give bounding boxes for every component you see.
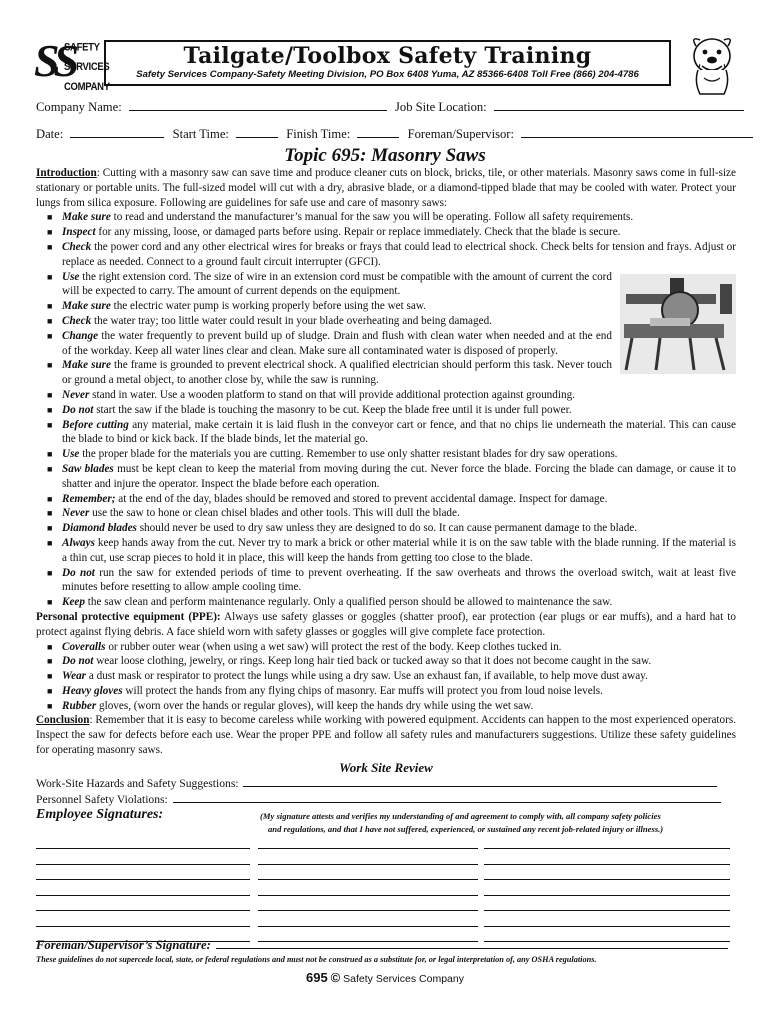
- finish-time-field[interactable]: [357, 127, 399, 138]
- bullet-text: must be kept clean to keep the material from moving during the cut. Never force the blade. Forcing the blade can damage, or cause it to shatter and injure the operator. Inspect the blade before each operation.: [62, 462, 736, 490]
- bullet-item: [36, 506, 736, 521]
- employee-signature-line[interactable]: [258, 864, 478, 865]
- footer-company: Safety Services Company: [343, 973, 464, 985]
- job-site-field[interactable]: [494, 100, 744, 111]
- bullet-item: [36, 654, 736, 669]
- bullet-lead: Do not: [62, 403, 94, 416]
- employee-signature-line[interactable]: [484, 879, 730, 880]
- hazards-label: Work-Site Hazards and Safety Suggestions:: [36, 776, 239, 790]
- company-name-field[interactable]: [129, 100, 387, 111]
- hazards-field[interactable]: [243, 776, 717, 787]
- employee-signatures-heading: Employee Signatures:: [36, 807, 164, 822]
- employee-signature-line[interactable]: [484, 864, 730, 865]
- bullet-lead: Do not: [62, 566, 95, 579]
- ppe-list: [36, 640, 736, 714]
- page-number: 695: [306, 970, 328, 985]
- bullet-item: [36, 225, 736, 240]
- bullet-item: [36, 640, 736, 655]
- page-footer: [0, 970, 770, 985]
- bullet-item: [36, 699, 736, 714]
- intro-paragraph: Introduction: Cutting with a masonry saw can save time and produce cleaner cuts on block, bricks, tile, or other materials. Masonry saws come in full-size stationary or portable units. The full-sized model will cut with a dry, abrasive blade, or a diamond-tipped blade that may be cooled with water. Protect your lungs from silica exposure. Following are guidelines for safe use and care of masonry saws:: [36, 167, 736, 209]
- bullet-item: [36, 329, 736, 359]
- violations-label: Personnel Safety Violations:: [36, 792, 168, 806]
- employee-signature-line[interactable]: [36, 848, 250, 849]
- bullet-text: for any missing, loose, or damaged parts before using. Repair or replace immediately. Check that the blade is secure.: [95, 226, 621, 239]
- bullet-item: [36, 595, 736, 610]
- company-name-label: Company Name:: [36, 100, 122, 114]
- bullet-text: will protect the hands from any flying chips of masonry. Ear muffs will protect you from loud noise levels.: [122, 684, 603, 697]
- ppe-paragraph: [36, 610, 736, 640]
- bullet-text: or rubber outer wear (when using a wet saw) will protect the rest of the body. Keep clothes tucked in.: [105, 640, 562, 653]
- bullet-lead: Inspect: [62, 226, 96, 239]
- bullet-item: [36, 669, 736, 684]
- logo-wordmark: [64, 38, 110, 97]
- violations-field[interactable]: [173, 792, 721, 803]
- bullet-lead: Use: [62, 448, 80, 461]
- bullet-item: [36, 314, 736, 329]
- bullet-item: [36, 521, 736, 536]
- foreman-signature-field[interactable]: [216, 938, 728, 949]
- bullet-text: stand in water. Use a wooden platform to stand on that will provide additional protection against grounding.: [89, 388, 575, 401]
- employee-signature-line[interactable]: [258, 848, 478, 849]
- bullet-item: [36, 270, 736, 300]
- conclusion-heading: Conclusion: [36, 714, 90, 727]
- document-subtitle: Safety Services Company-Safety Meeting Division, PO Box 6408 Yuma, AZ 85366-6408 Toll Free (866) 204-4786: [136, 69, 639, 80]
- bullet-item: [36, 240, 736, 270]
- employee-signature-line[interactable]: [484, 910, 730, 911]
- logo-line: SAFETY: [64, 41, 100, 55]
- intro-text: Cutting with a masonry saw can save time and produce cleaner cuts on block, bricks, tile, or other materials. Masonry saws come in full-size stationary or portable units. The full-sized model will cut with a dry, abrasive blade, or a diamond-tipped blade that may be cooled with water. Protect your lungs from silica exposure. Following are guidelines for safe use and care of masonry saws:: [36, 167, 736, 209]
- attestation-line-1: (My signature attests and verifies my understanding of and agreement to comply with, all company safety policies: [260, 811, 661, 821]
- foreman-signature-label: Foreman/Supervisor’s Signature:: [36, 938, 211, 952]
- start-time-field[interactable]: [236, 127, 278, 138]
- bullet-text: wear loose clothing, jewelry, or rings. Keep long hair tied back or tucked away so that it does not become caught in the saw.: [93, 655, 652, 668]
- attestation-line-2: and regulations, and that I have not suffered, experienced, or sustained any recent job-related injury or illness.): [268, 824, 664, 834]
- bullet-lead: Change: [62, 329, 99, 342]
- bullet-lead: Use: [62, 270, 80, 283]
- bullet-lead: Check: [62, 240, 92, 253]
- bullet-lead: Always: [62, 536, 95, 549]
- document-title: Tailgate/Toolbox Safety Training: [183, 43, 592, 69]
- employee-signature-line[interactable]: [258, 895, 478, 896]
- employee-signature-line[interactable]: [258, 926, 478, 927]
- bullet-lead: Never: [62, 388, 90, 401]
- bullet-text: should never be used to dry saw unless they are designed to do so. It can cause permanent damage to the blade.: [136, 522, 638, 535]
- logo-monogram: SS: [34, 35, 74, 86]
- foreman-signature-row: [36, 938, 728, 953]
- hazards-row: [36, 776, 736, 792]
- employee-signature-line[interactable]: [36, 864, 250, 865]
- bullet-lead: Make sure: [62, 300, 111, 313]
- document-body: [36, 166, 736, 808]
- violations-row: [36, 792, 736, 808]
- bullet-lead: Do not: [62, 655, 94, 668]
- bullet-text: run the saw for extended periods of time to prevent overheating. If the saw overheats and throws the overload switch, wait at least five minutes before resetting to allow ample cooling time.: [62, 566, 736, 594]
- copyright-symbol: ©: [330, 970, 341, 985]
- conclusion-text: : Remember that it is easy to become careless while working with powered equipment. Accidents can happen to the most experienced operators. Inspect the saw for defects before each use. Wear the proper PPE and follow all safety rules and manufacturers suggestions. Utilize these safety guidelines for operating masonry saws.: [36, 714, 736, 757]
- bullet-lead: Check: [62, 314, 92, 327]
- foreman-field[interactable]: [521, 127, 753, 138]
- bullet-item: [36, 299, 736, 314]
- start-time-label: Start Time:: [172, 127, 229, 141]
- bullet-text: a dust mask or respirator to protect the lungs while using a dry saw. Use an exhaust fan, if available, to help move dust away.: [86, 670, 648, 683]
- bullet-text: gloves, (worn over the hands or regular gloves), will keep the hands dry while using the wet saw.: [96, 699, 534, 712]
- bullet-text: use the saw to hone or clean chisel blades and other tools. This will dull the blade.: [89, 507, 460, 520]
- bullet-lead: Make sure: [62, 359, 112, 372]
- bullet-text: the electric water pump is working properly before using the wet saw.: [110, 300, 427, 313]
- bullet-item: [36, 566, 736, 596]
- date-label: Date:: [36, 127, 64, 141]
- bullet-lead: Before cutting: [62, 418, 129, 431]
- employee-signature-line[interactable]: [258, 910, 478, 911]
- bullet-lead: Coveralls: [62, 640, 106, 653]
- foreman-label: Foreman/Supervisor:: [407, 127, 514, 141]
- bullet-lead: Never: [62, 507, 90, 520]
- bullet-text: start the saw if the blade is touching the masonry to be cut. Keep the blade free until it is under full power.: [93, 403, 572, 416]
- date-time-row: [36, 126, 753, 142]
- bullet-lead: Make sure: [62, 211, 111, 224]
- bullet-text: keep hands away from the cut. Never try to mark a brick or other material while it is on the saw table with the blade running. If the material is a thin cut, use scrap pieces to hold it in place, this will keep the hands from getting too close to the blade.: [62, 536, 736, 564]
- bullet-item: [36, 418, 736, 448]
- bullet-lead: Diamond blades: [62, 522, 137, 535]
- bullet-text: the power cord and any other electrical wires for breaks or frays that could lead to electrical shock. Check belts for tension and frays. Adjust or replace as needed. Connect to a ground fault circuit interrupter (GFCI).: [62, 240, 736, 268]
- employee-signature-line[interactable]: [36, 879, 250, 880]
- bullet-item: [36, 462, 736, 492]
- bullet-text: the frame is grounded to prevent electrical shock. A qualified electrician should perform this task. Never touch or ground a metal object, to another close by, while the saw is running.: [62, 359, 612, 387]
- attestation-text: [260, 810, 730, 836]
- bullet-item: [36, 447, 736, 462]
- bullet-lead: Keep: [62, 596, 85, 609]
- bullet-text: at the end of the day, blades should be removed and stored to prevent accidental damage. Inspect for damage.: [115, 492, 608, 505]
- company-jobsite-row: [36, 99, 744, 115]
- bullet-text: any material, make certain it is laid flush in the conveyor cart or fence, and that no chips lie underneath the material. This can cause the blade to bind or kick back. If the blade binds, let the material go.: [62, 418, 736, 446]
- employee-signature-line[interactable]: [258, 879, 478, 880]
- title-banner: [104, 40, 671, 86]
- employee-signature-line[interactable]: [36, 926, 250, 927]
- finish-time-label: Finish Time:: [286, 127, 351, 141]
- bullet-lead: Wear: [62, 670, 87, 683]
- bullet-text: to read and understand the manufacturer’s manual for the saw you will be operating. Follow all safety requirements.: [110, 211, 634, 224]
- company-logo: [34, 35, 110, 94]
- bullet-text: the water tray; too little water could result in your blade overheating and being damaged.: [91, 314, 492, 327]
- bullet-lead: Saw blades: [62, 462, 114, 475]
- ppe-text: Always use safety glasses or goggles (shatter proof), ear protection (ear plugs or ear muffs), and a hard hat to protect against flying debris. A face shield worn with safety glasses or goggles will give complete face protection.: [36, 610, 736, 638]
- bullet-item: [36, 492, 736, 507]
- logo-line: COMPANY: [64, 80, 110, 94]
- bullet-item: [36, 210, 736, 225]
- bullet-lead: Rubber: [62, 699, 97, 712]
- bullet-text: the water frequently to prevent build up of sludge. Drain and flush with clean water when needed and at the end of the workday. Keep all water lines clear and clean. Make sure all contaminated water is disposed of properly.: [62, 329, 612, 357]
- employee-signature-line[interactable]: [484, 926, 730, 927]
- bullet-item: [36, 684, 736, 699]
- bullet-text: the saw clean and perform maintenance regularly. Only a qualified person should be allowed to maintenance the saw.: [85, 596, 613, 609]
- bullet-item: [36, 388, 736, 403]
- bullet-item: [36, 358, 736, 388]
- work-site-review-title: Work Site Review: [339, 759, 433, 775]
- bullet-text: the right extension cord. The size of wire in an extension cord must be compatible with the amount of current the cord will be expected to carry. The amount of current depends on the equipment.: [62, 270, 612, 298]
- bullet-lead: Heavy gloves: [62, 684, 123, 697]
- employee-signature-line[interactable]: [484, 848, 730, 849]
- bullet-item: [36, 536, 736, 566]
- topic-title: Topic 695: Masonry Saws: [284, 145, 486, 166]
- job-site-label: Job Site Location:: [395, 100, 487, 114]
- employee-signature-line[interactable]: [36, 910, 250, 911]
- logo-line: SERVICES: [64, 61, 110, 74]
- employee-signature-line[interactable]: [36, 895, 250, 896]
- bullet-lead: Remember;: [62, 492, 116, 505]
- regulation-disclaimer: These guidelines do not supercede local, state, or federal regulations and must not be construed as a substitute for, or legal interpretation of, any OSHA regulations.: [36, 955, 597, 964]
- date-field[interactable]: [70, 127, 164, 138]
- bullet-item: [36, 403, 736, 418]
- conclusion-paragraph: [36, 713, 736, 757]
- guideline-list: [36, 210, 736, 610]
- bulldog-mascot-icon: [686, 34, 738, 96]
- employee-signature-line[interactable]: [484, 895, 730, 896]
- ppe-heading: Personal protective equipment (PPE):: [36, 610, 221, 623]
- intro-heading: Introduction: [36, 167, 97, 179]
- bullet-text: the proper blade for the materials you are cutting. Remember to use only shatter resistant blades for dry saw operations.: [79, 448, 618, 461]
